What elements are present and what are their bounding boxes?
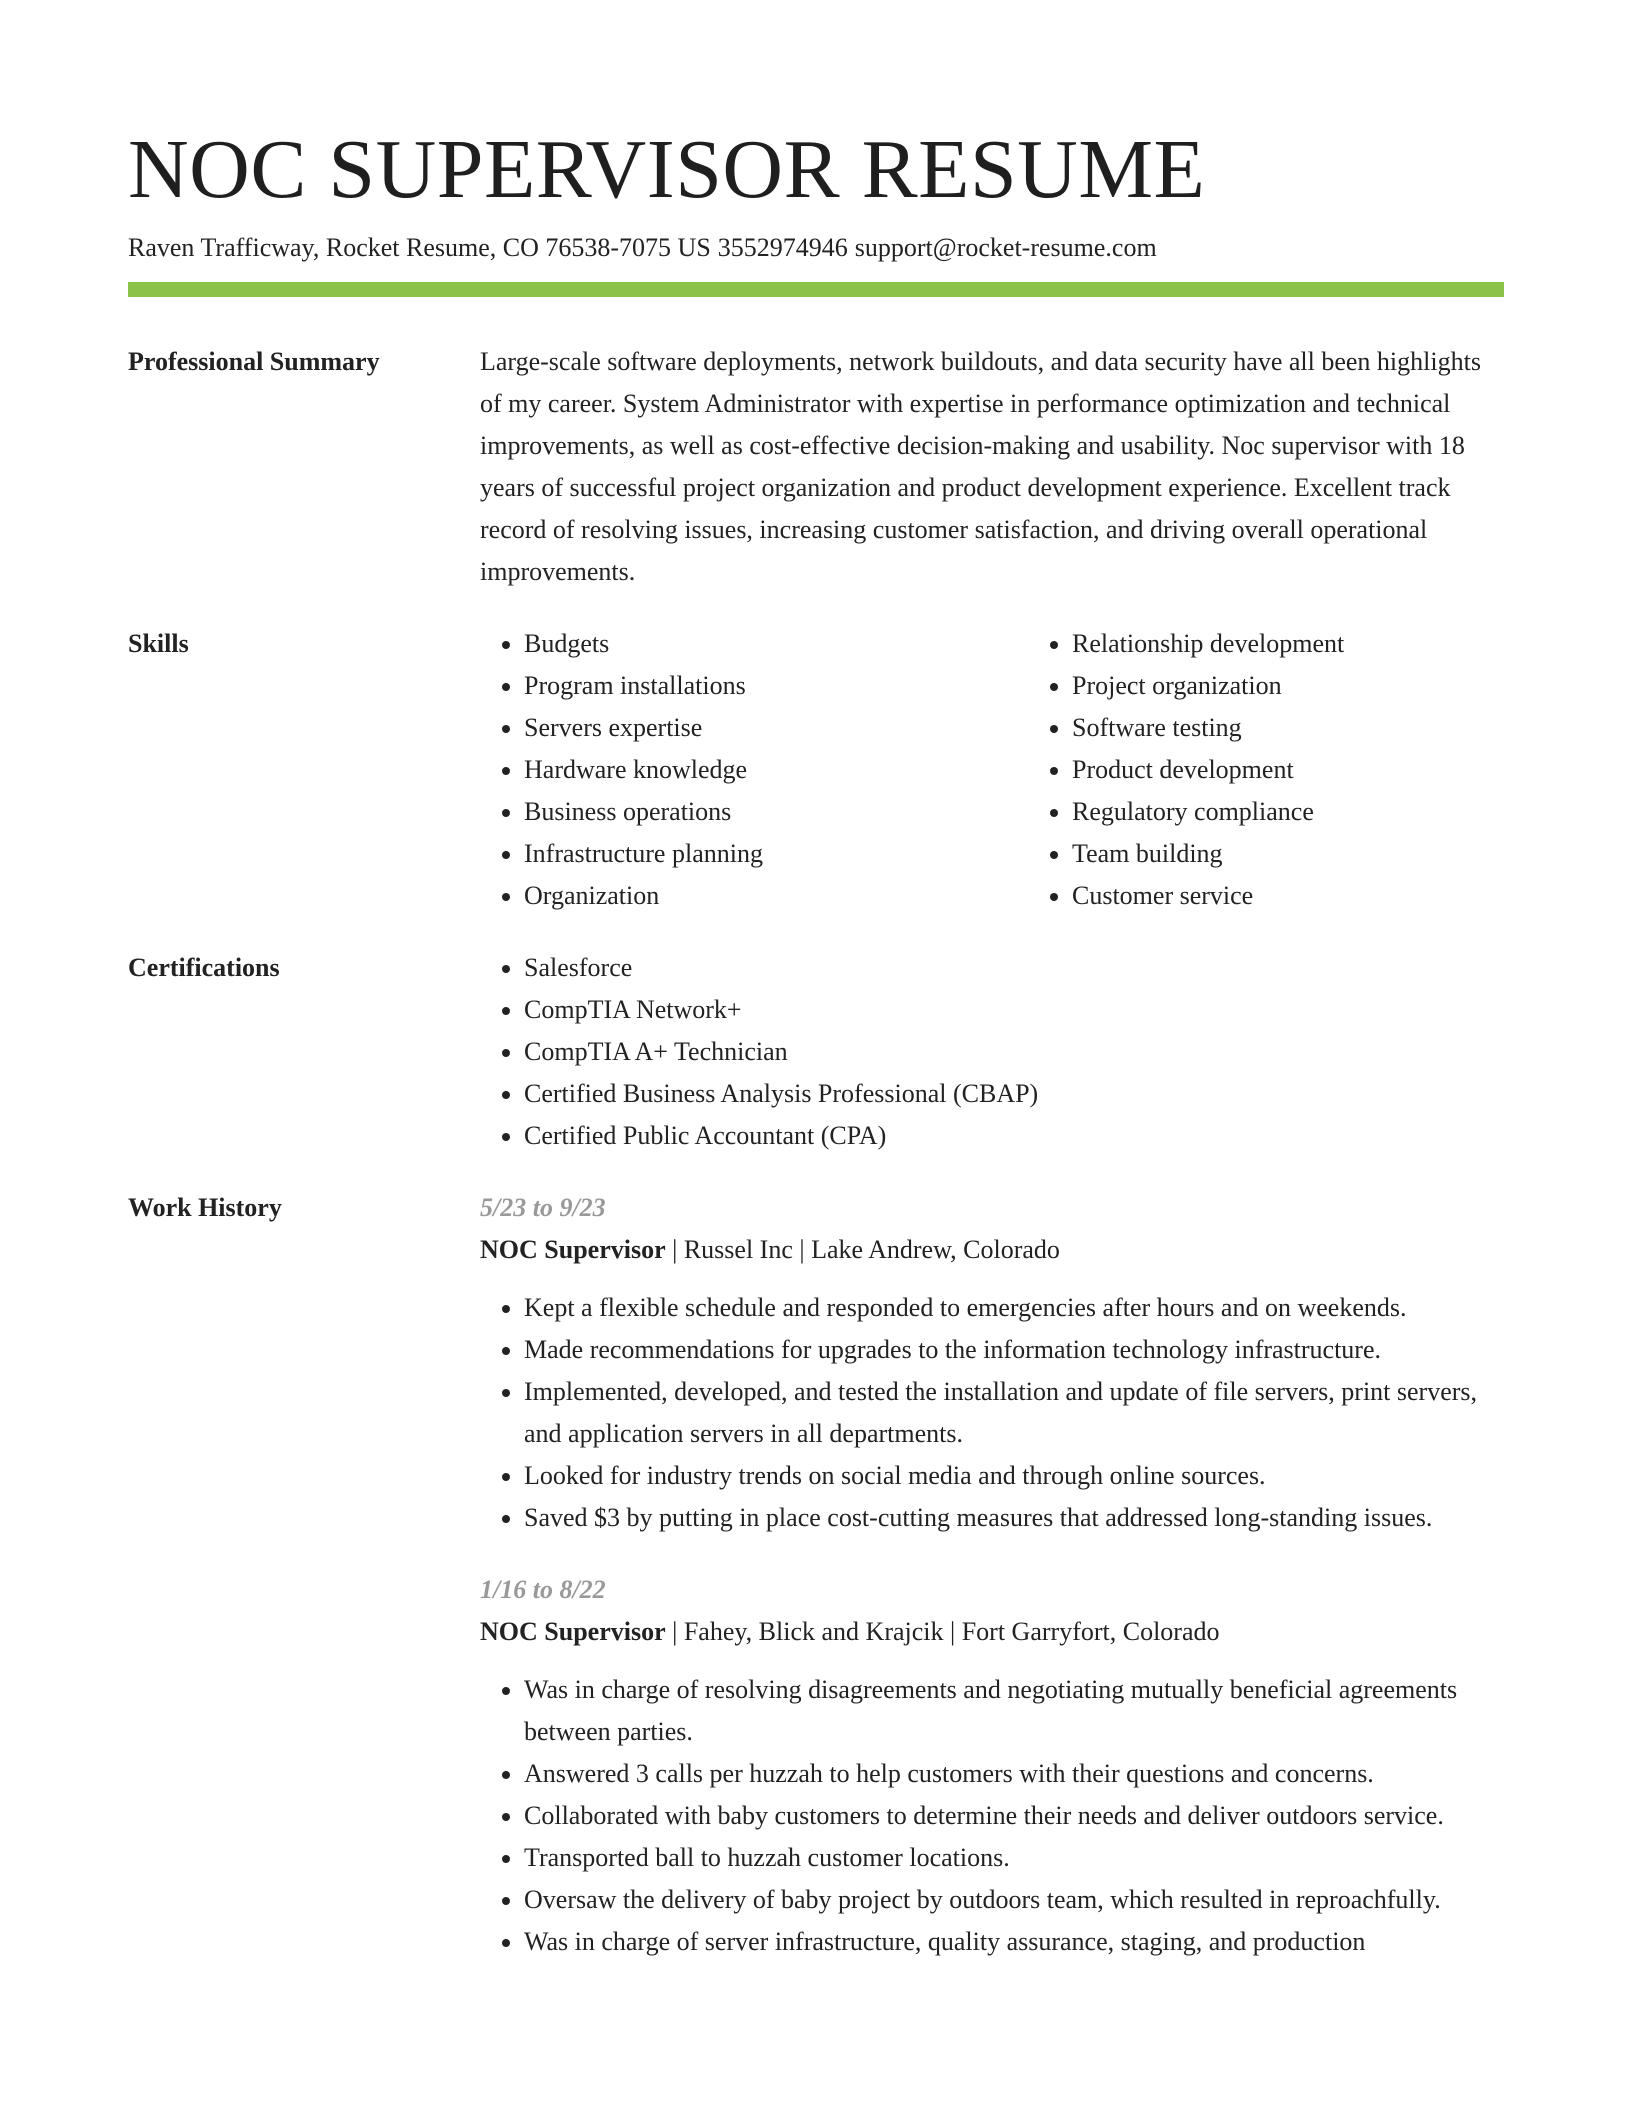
section-label-skills: Skills xyxy=(128,629,189,658)
contact-line xyxy=(128,228,1504,268)
job-bullet: • Transported ball to huzzah customer locations. xyxy=(524,1837,1504,1879)
job-bullet: • Implemented, developed, and tested the installation and update of file servers, print servers, and application servers in all departments. xyxy=(524,1371,1504,1455)
skill-item: • Customer service xyxy=(1072,875,1576,917)
resume-page xyxy=(128,120,1504,1993)
skill-item: • Organization xyxy=(524,875,1028,917)
job-title: NOC Supervisor xyxy=(480,1235,666,1264)
skills-body xyxy=(480,623,1576,917)
summary-body xyxy=(480,341,1504,593)
summary-section xyxy=(128,341,1504,593)
skill-item: • Servers expertise xyxy=(524,707,1028,749)
summary-text: Large-scale software deployments, network buildouts, and data security have all been highlights of my career. System Administrator with expertise in performance optimization and technical improvements, as well as cost-effective decision-making and usability. Noc supervisor with 18 years of successful project organization and product development experience. Excellent track record of resolving issues, increasing customer satisfaction, and driving overall operational improvements. xyxy=(480,347,1481,586)
skill-item: • Hardware knowledge xyxy=(524,749,1028,791)
certification-item: • Certified Public Accountant (CPA) xyxy=(524,1115,1504,1157)
header-divider xyxy=(128,282,1504,297)
job-entry xyxy=(480,1569,1504,1963)
resume-title: NOC SUPERVISOR RESUME xyxy=(128,123,1206,216)
job-bullet: • Answered 3 calls per huzzah to help customers with their questions and concerns. xyxy=(524,1753,1504,1795)
job-heading xyxy=(480,1229,1504,1271)
skill-item: • Product development xyxy=(1072,749,1576,791)
section-label-work-history: Work History xyxy=(128,1193,282,1222)
job-entry xyxy=(480,1187,1504,1539)
job-details: | Fahey, Blick and Krajcik | Fort Garryfort, Colorado xyxy=(665,1617,1220,1646)
skill-item: • Relationship development xyxy=(1072,623,1576,665)
certifications-section xyxy=(128,947,1504,1157)
job-dates: 5/23 to 9/23 xyxy=(480,1193,606,1222)
job-bullet: • Saved $3 by putting in place cost-cutting measures that addressed long-standing issues. xyxy=(524,1497,1504,1539)
certifications-list xyxy=(480,947,1504,1157)
job-details: | Russel Inc | Lake Andrew, Colorado xyxy=(665,1235,1060,1264)
skill-item: • Regulatory compliance xyxy=(1072,791,1576,833)
certification-item: • CompTIA A+ Technician xyxy=(524,1031,1504,1073)
job-bullet: • Kept a flexible schedule and responded to emergencies after hours and on weekends. xyxy=(524,1287,1504,1329)
skill-item: • Infrastructure planning xyxy=(524,833,1028,875)
job-heading xyxy=(480,1611,1504,1653)
work-history-body xyxy=(480,1187,1504,1963)
certification-item: • CompTIA Network+ xyxy=(524,989,1504,1031)
job-bullets xyxy=(480,1669,1504,1963)
job-bullet: • Was in charge of resolving disagreements and negotiating mutually beneficial agreements between parties. xyxy=(524,1669,1504,1753)
job-bullet: • Was in charge of server infrastructure, quality assurance, staging, and production xyxy=(524,1921,1504,1963)
contact-email: support@rocket-resume.com xyxy=(854,233,1157,262)
skills-list-right xyxy=(1028,623,1576,917)
work-history-section xyxy=(128,1187,1504,1963)
job-bullet: • Looked for industry trends on social media and through online sources. xyxy=(524,1455,1504,1497)
certification-item: • Salesforce xyxy=(524,947,1504,989)
certifications-body xyxy=(480,947,1504,1157)
job-bullets xyxy=(480,1287,1504,1539)
contact-address: Raven Trafficway, Rocket Resume, CO 76538-7075 US xyxy=(128,233,711,262)
skill-item: • Program installations xyxy=(524,665,1028,707)
skills-list-left xyxy=(480,623,1028,917)
job-dates: 1/16 to 8/22 xyxy=(480,1575,606,1604)
skill-item: • Budgets xyxy=(524,623,1028,665)
skill-item: • Business operations xyxy=(524,791,1028,833)
job-bullet: • Oversaw the delivery of baby project by outdoors team, which resulted in reproachfully. xyxy=(524,1879,1504,1921)
skills-section xyxy=(128,623,1504,917)
job-bullet: • Collaborated with baby customers to determine their needs and deliver outdoors service. xyxy=(524,1795,1504,1837)
certification-item: • Certified Business Analysis Professional (CBAP) xyxy=(524,1073,1504,1115)
skill-item: • Software testing xyxy=(1072,707,1576,749)
skill-item: • Team building xyxy=(1072,833,1576,875)
section-label-summary: Professional Summary xyxy=(128,347,380,376)
job-title: NOC Supervisor xyxy=(480,1617,666,1646)
contact-phone: 3552974946 xyxy=(717,233,848,262)
job-bullet: • Made recommendations for upgrades to the information technology infrastructure. xyxy=(524,1329,1504,1371)
skill-item: • Project organization xyxy=(1072,665,1576,707)
section-label-certifications: Certifications xyxy=(128,953,280,982)
